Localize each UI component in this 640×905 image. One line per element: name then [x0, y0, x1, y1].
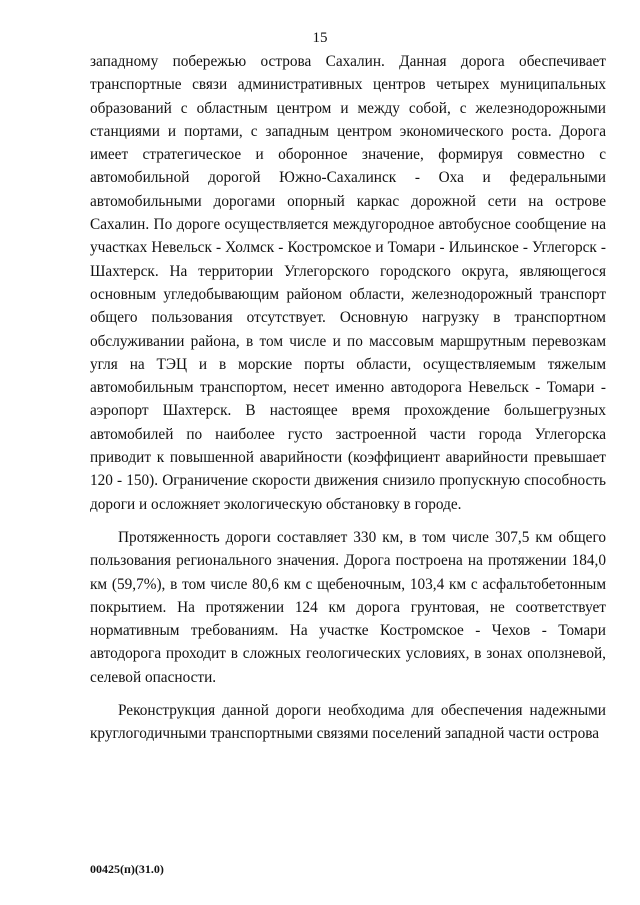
paragraph-continuation: западному побережью острова Сахалин. Данная дорога обеспечивает транспортные связи административных центров четырех муниципальных образований с областным центром и между собой, с железнодорожными станциями и портами, с западным центром экономического роста. Дорога имеет стратегическое и оборонное значение, формируя совместно с автомобильной дорогой Южно-Сахалинск - Оха и федеральными автомобильными дорогами опорный каркас дорожной сети на острове Сахалин. По дороге осуществляется междугородное автобусное сообщение на участках Невельск - Холмск - Костромское и Томари - Ильинское - Углегорск - Шахтерск. На территории Углегорского городского округа, являющегося основным угледобывающим районом области, железнодорожный транспорт общего пользования отсутствует. Основную нагрузку в транспортном обслуживании района, в том числе и по массовым маршрутным перевозкам угля на ТЭЦ и в морские порты области, осуществляемым тяжелым автомобильным транспортом, несет именно автодорога Невельск - Томари - аэропорт Шахтерск. В настоящее время прохождение большегрузных автомобилей по наиболее густо застроенной части города Углегорска приводит к повышенной аварийности (коэффициент аварийности превышает 120 - 150). Ограничение скорости движения снизило пропускную способность дороги и осложняет экологическую обстановку в городе.	[90, 53, 606, 513]
body-text	[90, 50, 606, 746]
page-number: 15	[312, 30, 328, 46]
document-code: 00425(п)(31.0)	[90, 862, 164, 876]
paragraph-road-length: Протяженность дороги составляет 330 км, в том числе 307,5 км общего пользования регионального значения. Дорога построена на протяжении 184,0 км (59,7%), в том числе 80,6 км с щебеночным, 103,4 км с асфальтобетонным покрытием. На протяжении 124 км дорога грунтовая, не соответствует нормативным требованиям. На участке Костромское - Чехов - Томари автодорога проходит в сложных геологических условиях, в зонах оползневой, селевой опасности.	[90, 528, 606, 686]
paragraph-reconstruction: Реконструкция данной дороги необходима для обеспечения надежными круглогодичными транспортными связями поселений западной части острова	[90, 702, 606, 743]
